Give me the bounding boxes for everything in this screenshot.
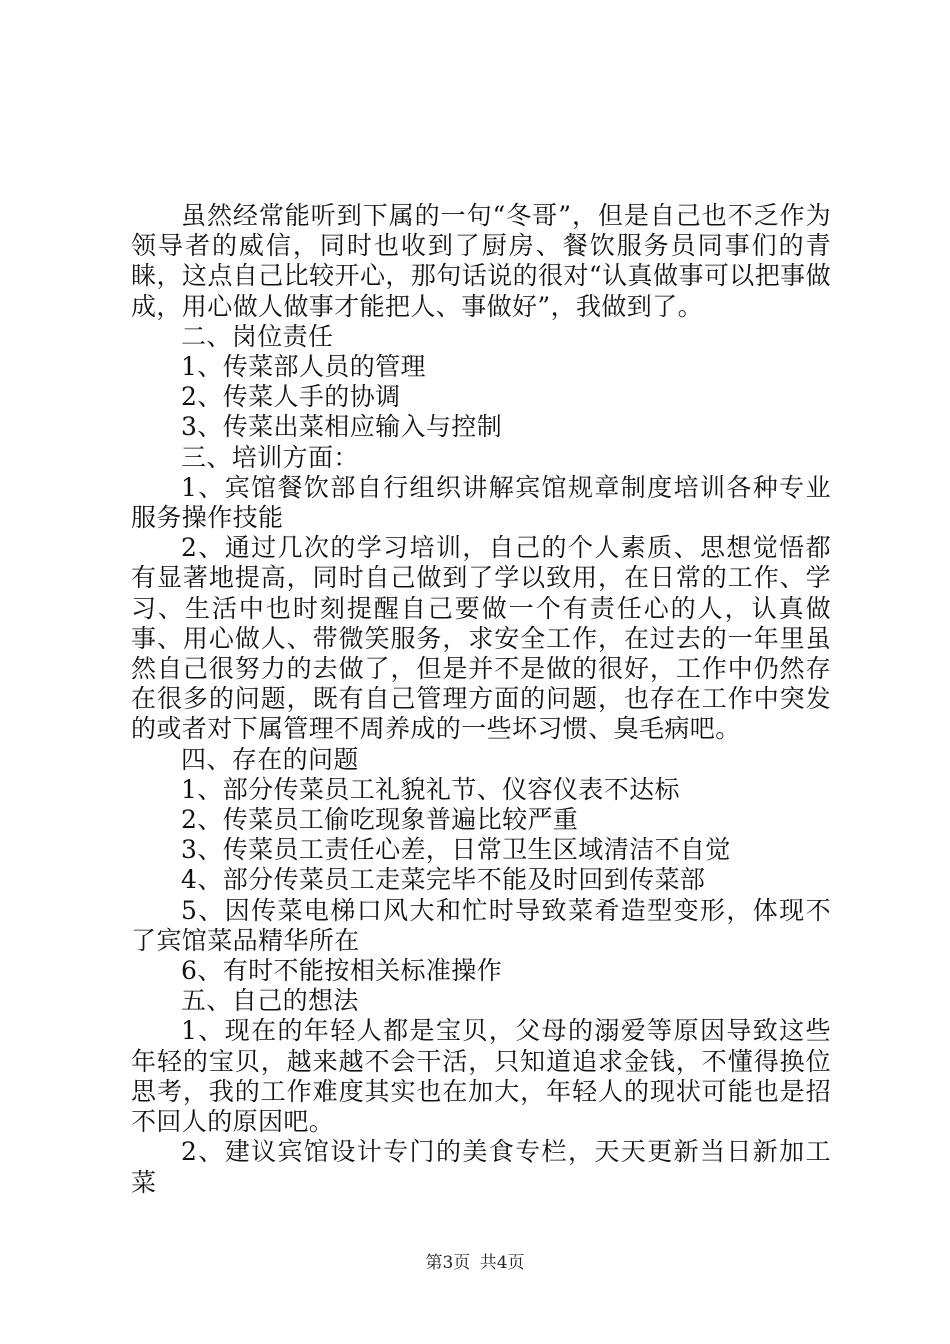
list-item: 4、部分传菜员工走菜完毕不能及时回到传菜部 [181, 865, 706, 895]
list-item: 5、因传菜电梯口风大和忙时导致菜肴造型变形，体现不了宾馆菜品精华所在 [131, 895, 831, 955]
list-item: 2、通过几次的学习培训，自己的个人素质、思想觉悟都有显著地提高，同时自己做到了学以致用，在日常的工作、学习、生活中也时刻提醒自己要做一个有责任心的人，认真做事、用心做人、带微笑服务，求安全工作，在过去的一年里虽然自己很努力的去做了，但是并不是做的很好，工作中仍然存在很多的问题，既有自己管理方面的问题，也存在工作中突发的或者对下属管理不周养成的一些坏习惯、臭毛病吧。 [131, 533, 831, 744]
page-footer [0, 1248, 950, 1273]
document-body [131, 201, 831, 1198]
section-heading: 五、自己的想法 [181, 986, 359, 1016]
list-item: 2、传菜员工偷吃现象普遍比较严重 [181, 805, 579, 835]
page-total: 共4页 [479, 1253, 525, 1273]
section-heading: 四、存在的问题 [181, 744, 359, 774]
list-item: 1、部分传菜员工礼貌礼节、仪容仪表不达标 [181, 774, 680, 804]
list-item: 1、传菜部人员的管理 [181, 352, 426, 382]
list-item: 6、有时不能按相关标准操作 [181, 956, 503, 986]
list-item: 1、宾馆餐饮部自行组织讲解宾馆规章制度培训各种专业服务操作技能 [131, 472, 831, 533]
list-item: 2、建议宾馆设计专门的美食专栏，天天更新当日新加工菜 [131, 1137, 831, 1197]
list-item: 3、传菜员工责任心差，日常卫生区域清洁不自觉 [181, 835, 731, 865]
list-item: 3、传菜出菜相应输入与控制 [181, 412, 503, 442]
list-item: 1、现在的年轻人都是宝贝，父母的溺爱等原因导致这些年轻的宝贝，越来越不会干活，只知道追求金钱，不懂得换位思考，我的工作难度其实也在加大，年轻人的现状可能也是招不回人的原因吧。 [131, 1016, 831, 1137]
page-number: 第3页 [425, 1253, 471, 1273]
paragraph: 虽然经常能听到下属的一句“冬哥”，但是自己也不乏作为领导者的威信，同时也收到了厨房、餐饮服务员同事们的青睐，这点自己比较开心，那句话说的很对“认真做事可以把事做成，用心做人做事才能把人、事做好”，我做到了。 [131, 201, 831, 321]
section-heading: 二、岗位责任 [181, 321, 334, 351]
section-heading: 三、培训方面： [181, 442, 359, 472]
list-item: 2、传菜人手的协调 [181, 382, 401, 412]
